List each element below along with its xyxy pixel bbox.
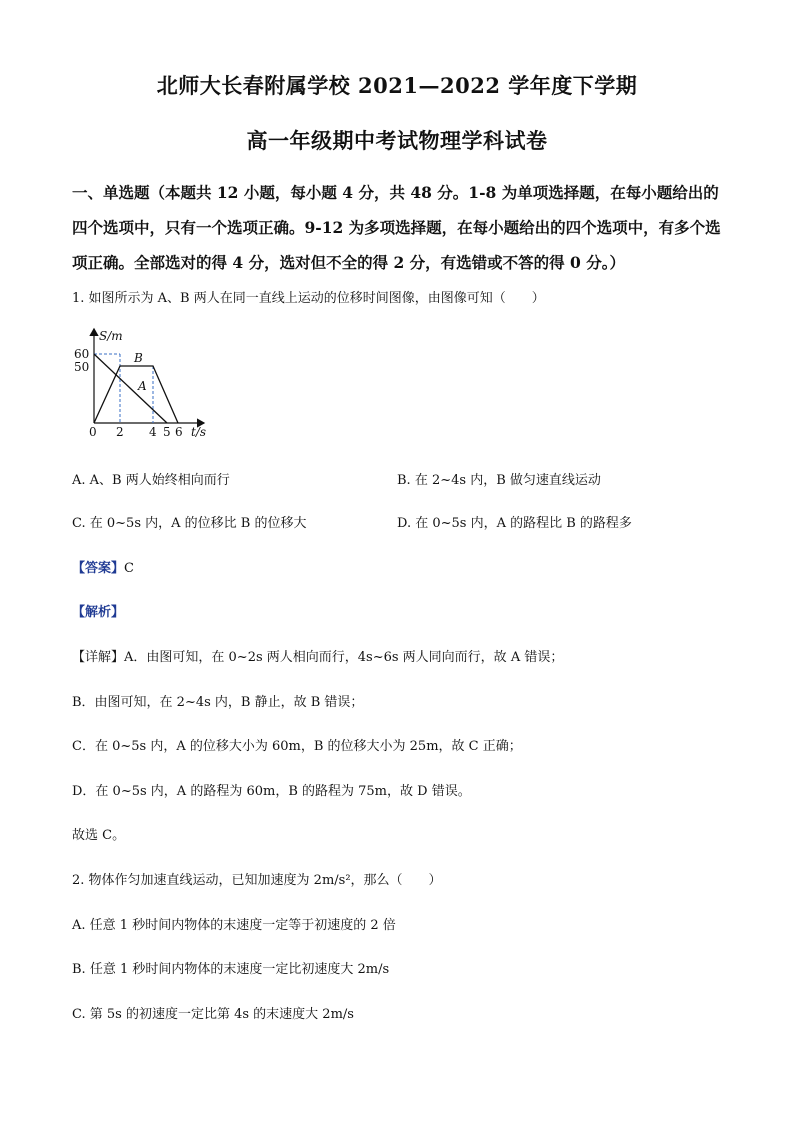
q1-analysis	[72, 601, 124, 620]
detail-tag: 【详解】	[72, 650, 125, 665]
y-tick-60: 60	[74, 347, 90, 361]
x-tick-2: 2	[116, 425, 124, 439]
q2-stem: 2. 物体作匀加速直线运动，已知加速度为 2m/s²，那么（ ）	[72, 873, 442, 888]
q1-stem: 1. 如图所示为 A、B 两人在同一直线上运动的位移时间图像，由图像可知（ ）	[72, 291, 545, 306]
q1-option-a: A. A、B 两人始终相向而行	[72, 473, 230, 488]
x-tick-6: 6	[175, 425, 183, 439]
q1-displacement-time-graph	[72, 325, 222, 440]
y-tick-50: 50	[74, 360, 90, 374]
x-axis-label: t/s	[191, 425, 207, 439]
section-instructions: 一、单选题（本题共 12 小题，每小题 4 分，共 48 分。1-8 为单项选择题，在每小题给出的四个选项中，只有一个选项正确。9-12 为多项选择题，在每小题给出的四个选项中，有多个选项正确。全部选对的得 4 分，选对但不全的得 2 分，有选错或不答的得 0 分。）	[72, 183, 721, 272]
analysis-tag: 【解析】	[72, 605, 125, 620]
answer-tag: 【答案】	[72, 561, 125, 576]
q1-option-d: D. 在 0~5s 内，A 的路程比 B 的路程多	[397, 516, 632, 531]
label-A: A	[138, 379, 147, 393]
q1-detail-c: C．在 0~5s 内，A 的位移大小为 60m，B 的位移大小为 25m，故 C 正确；	[72, 739, 522, 754]
q1-detail-a: 【详解】A．由图可知，在 0~2s 两人相向而行，4s~6s 两人同向而行，故 A 错误；	[72, 650, 564, 665]
label-B: B	[134, 351, 143, 365]
exam-title-line1: 北师大长春附属学校 2021—2022 学年度下学期	[156, 73, 638, 98]
q1-answer	[72, 557, 134, 576]
q1-conclusion: 故选 C。	[72, 828, 126, 843]
q2-option-c: C. 第 5s 的初速度一定比第 4s 的末速度大 2m/s	[72, 1007, 354, 1022]
answer-value: C	[124, 561, 134, 576]
q2-option-b: B. 任意 1 秒时间内物体的末速度一定比初速度大 2m/s	[72, 962, 390, 977]
line-A	[94, 354, 167, 423]
q2-option-a: A. 任意 1 秒时间内物体的末速度一定等于初速度的 2 倍	[72, 918, 396, 933]
q1-detail-b: B．由图可知，在 2~4s 内，B 静止，故 B 错误；	[72, 695, 364, 710]
y-axis-label: S/m	[99, 329, 123, 343]
q1-detail-d: D．在 0~5s 内，A 的路程为 60m，B 的路程为 75m，故 D 错误。	[72, 784, 471, 799]
x-tick-0: 0	[89, 425, 97, 439]
q1-option-c: C. 在 0~5s 内，A 的位移比 B 的位移大	[72, 516, 307, 531]
x-tick-4: 4	[149, 425, 157, 439]
q1-option-b: B. 在 2~4s 内，B 做匀速直线运动	[397, 473, 601, 488]
x-tick-5: 5	[163, 425, 171, 439]
exam-title-line2: 高一年级期中考试物理学科试卷	[246, 128, 548, 153]
